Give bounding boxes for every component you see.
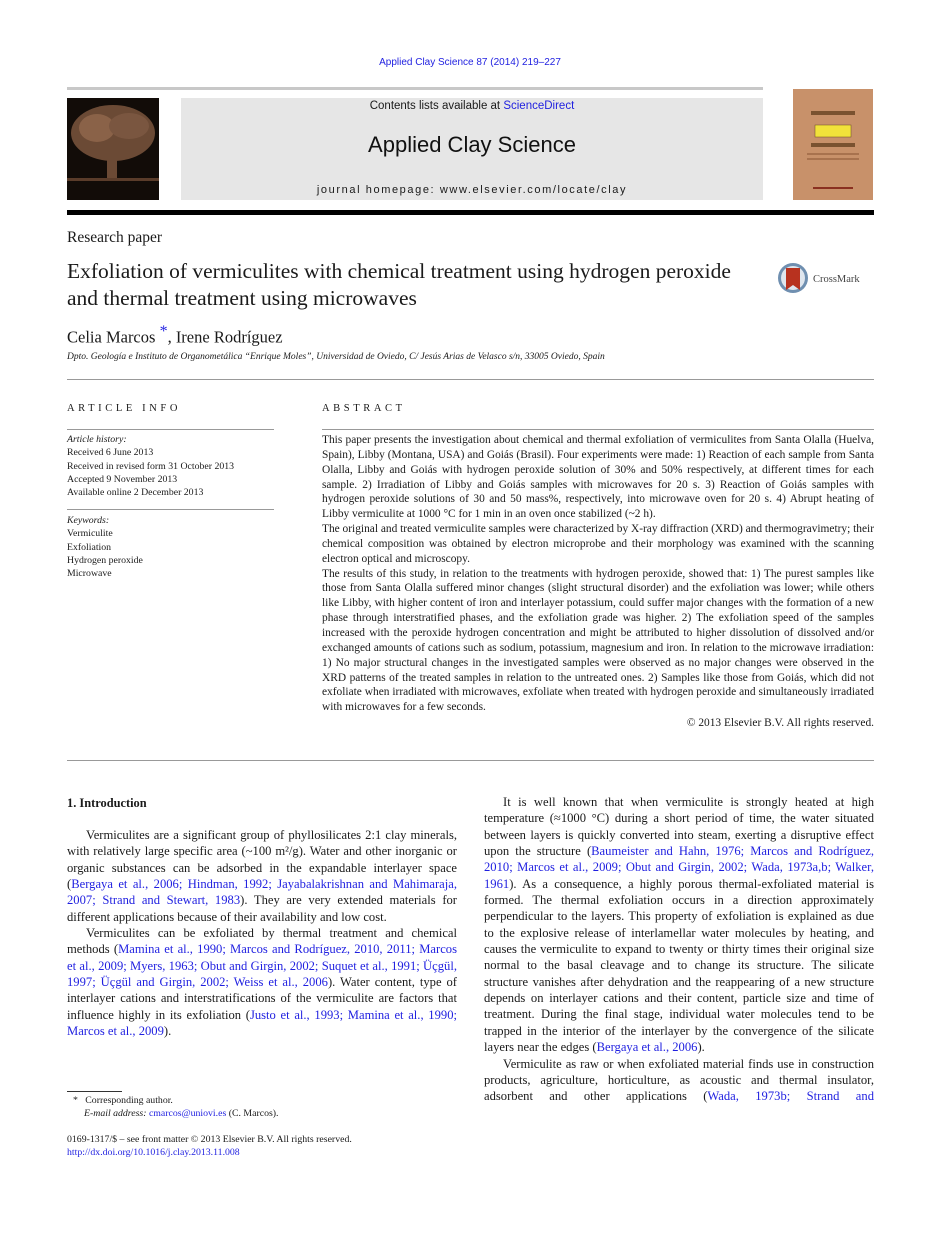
body-paragraph <box>67 925 457 1039</box>
body-paragraph <box>484 1056 874 1105</box>
divider <box>67 509 274 510</box>
email-owner: (C. Marcos). <box>228 1108 279 1120</box>
author-name: Irene Rodríguez <box>175 327 283 347</box>
journal-cover-icon <box>793 89 873 200</box>
abstract-heading: ABSTRACT <box>322 403 406 414</box>
crossmark-icon <box>777 262 809 296</box>
abstract-body <box>322 433 874 731</box>
affiliation: Dpto. Geología e Instituto de Organometálica “Enrique Moles”, Universidad de Oviedo, C/ Jesús Arias de Velasco s/n, 33005 Oviedo, Spain <box>67 352 605 362</box>
footnote-rule <box>67 1091 122 1092</box>
keyword: Exfoliation <box>67 541 112 553</box>
keyword: Vermiculite <box>67 528 113 540</box>
history-item: Available online 2 December 2013 <box>67 487 204 499</box>
keywords <box>67 514 143 580</box>
crossmark-label: CrossMark <box>813 273 860 285</box>
abstract-paragraph: The results of this study, in relation to the treatments with hydrogen peroxide, showed that: 1) The purest samples like those from Santa Olalla suffered minor changes (slight structural disorder) and the exfoliation was lower; while others like Libby, with higher content of iron and interlayer potassium, could suffer major changes with the formation of a new phase through interstratified phases, and the exfoliation grade was higher. 2) The exfoliation speed of the samples increased with the peroxide hydrogen concentration and might be attributed to higher dissolution of dissolved and/or exchanged amounts of cations such as sodium, potassium, magnesium and iron. In relation to the microwave irradiation: 1) No major structural changes in the investigated samples were observed as no major changes were observed in the XRD patterns of the treated samples in relation to the untreated ones. 2) Samples like those from Goiás, which did not exfoliate when irradiated with microwaves, exfoliate when treated with hydrogen peroxide and simultaneously irradiated with microwaves for a few seconds. <box>322 567 874 714</box>
journal-citation-link[interactable] <box>0 57 925 68</box>
history-item: Accepted 9 November 2013 <box>67 473 178 485</box>
history-item: Received 6 June 2013 <box>67 447 154 459</box>
body-paragraph <box>67 827 457 925</box>
citation-link[interactable]: Wada, 1973b; Strand and <box>707 1089 874 1104</box>
elsevier-tree-icon <box>67 98 159 200</box>
citation-link[interactable]: Bergaya et al., 2006 <box>596 1040 698 1055</box>
issn-line: 0169-1317/$ – see front matter © 2013 Elsevier B.V. All rights reserved. <box>67 1134 352 1145</box>
author-name: Celia Marcos <box>67 327 156 347</box>
author-list <box>67 323 283 348</box>
body-text: ). They are very extended materials for different applications because of their availability and low cost. <box>67 893 457 924</box>
crossmark-button[interactable] <box>777 262 860 296</box>
divider <box>67 379 874 380</box>
history-item: Received in revised form 31 October 2013 <box>67 460 235 472</box>
body-text: ). <box>697 1040 705 1055</box>
divider <box>67 429 274 430</box>
doi-link[interactable]: http://dx.doi.org/10.1016/j.clay.2013.11.008 <box>67 1147 240 1159</box>
footnote-text: Corresponding author. <box>85 1095 173 1106</box>
body-text: Vermiculites can be exfoliated by thermal treatment and chemical methods ( <box>67 926 457 957</box>
author-separator: , <box>167 327 176 347</box>
article-info-heading: ARTICLE INFO <box>67 403 182 414</box>
body-paragraph <box>484 794 874 1056</box>
body-text: ). <box>163 1024 172 1039</box>
journal-name: Applied Clay Science <box>368 132 576 157</box>
body-text: Vermiculites are a significant group of phyllosilicates 2:1 clay minerals, with relatively large specific area (~100 m²/g). Water and other inorganic or organic substances can be adsorbed in the expandable interlayer space ( <box>67 828 457 892</box>
body-text: It is well known that when vermiculite is strongly heated at high temperature (≈1000 °C) during a short period of time, the water situated between layers is quickly converted into steam, exerting a disruptive effect upon the structure ( <box>484 795 874 859</box>
citation-link[interactable]: Applied Clay Science 87 (2014) 219–227 <box>379 57 561 68</box>
journal-masthead <box>181 98 763 200</box>
article-type: Research paper <box>67 229 163 246</box>
body-text: Vermiculite as raw or when exfoliated material finds use in construction products, agriculture, horticulture, as acoustic and thermal insulator, adsorbent and other applications ( <box>484 1056 874 1104</box>
section-heading: 1. Introduction <box>67 796 147 810</box>
front-matter <box>67 1133 352 1160</box>
citation-link[interactable]: Justo et al., 1993; Mamina et al., 1990; Marcos et al., 2009 <box>67 1007 457 1039</box>
body-text: ). As a consequence, a highly porous thermal-exfoliated material is formed. The thermal exfoliation occurs in a direction approximately perpendicular to the layers. This property of exfoliation is explained as due to the explosive release of interlamellar water molecules by heating, and causes the vermiculite to expand to twenty or thirty times their original size normal to the basal cleavage and to change its structure. The silicate structure vanishes after dehydration and the reappearing of a new structure depends on interlayer cations and their content, particle size and time of treatment. During the final stage, individual water molecules tend to be trapped in the interior of the interlayer by the convergence of the silicate layers near the edges ( <box>484 876 874 1055</box>
citation-link[interactable]: Bergaya et al., 2006; Hindman, 1992; Jayabalakrishnan and Mahimaraja, 2007; Strand and Stewart, 1983 <box>67 877 457 908</box>
elsevier-logo[interactable] <box>67 98 159 200</box>
citation-link[interactable]: Baumeister and Hahn, 1976; Marcos and Rodríguez, 2010; Marcos et al., 2009; Obut and Girgin, 2002; Wada, 1973a,b; Walker, 1961 <box>484 844 874 891</box>
contents-prefix: Contents lists available at <box>369 100 504 112</box>
footnote <box>73 1094 279 1121</box>
corresponding-author-link[interactable]: * <box>159 323 168 340</box>
keyword: Microwave <box>67 568 112 580</box>
article-history <box>67 433 234 499</box>
header-rule <box>67 210 874 215</box>
citation-link[interactable]: Mamina et al., 1990; Marcos and Rodríguez, 2010, 2011; Marcos et al., 2009; Myers, 1963; Obut and Girgin, 2002; Suquet et al., 1991; Üçgül, 1997; Üçgül and Girgin, 2002; Weiss et al., 2006 <box>67 942 457 990</box>
keyword: Hydrogen peroxide <box>67 554 143 566</box>
abstract-copyright: © 2013 Elsevier B.V. All rights reserved. <box>686 717 874 730</box>
abstract-paragraph: The original and treated vermiculite samples were characterized by X-ray diffraction (XRD) and thermogravimetry; their chemical composition was obtained by electron microprobe and their morphology was examined with the scanning electron optical and microscopy. <box>322 523 875 565</box>
email-link[interactable]: cmarcos@uniovi.es <box>148 1108 227 1120</box>
keywords-label: Keywords: <box>67 515 110 526</box>
divider <box>67 87 763 90</box>
email-label: E-mail address: <box>84 1108 147 1120</box>
article-title: Exfoliation of vermiculites with chemical treatment using hydrogen peroxide and thermal treatment using microwaves <box>67 259 731 310</box>
divider <box>322 429 874 430</box>
sciencedirect-link[interactable]: ScienceDirect <box>503 100 575 112</box>
divider <box>67 760 874 761</box>
abstract-paragraph: This paper presents the investigation about chemical and thermal exfoliation of vermiculites from Santa Olalla (Huelva, Spain), Libby (Montana, USA) and Goiás (Brasil). Four experiments were made: 1) Reaction of each sample from Santa Olalla, Libby and Goiás with hydrogen peroxide solution of 30% and 50% respectively, at different times for each sample. 2) Irradiation of Libby and Goiás samples with microwaves for 20 s. 3) Reaction of Goiás samples with hydrogen peroxide solutions of 30 and 50 mass%, respectively, into microwave oven for 20 s. 4) Abrupt heating of Libby vermiculite at 1000 °C for 1 min in an oven once stabilized (~2 h). <box>322 434 874 521</box>
footnote-mark: * <box>73 1095 78 1106</box>
right-column <box>484 794 874 1105</box>
history-label: Article history: <box>67 434 127 445</box>
contents-line <box>181 100 763 112</box>
body-text: ). Water content, type of interlayer cations and interstratifications of the vermiculite are factors that influence highly in its exfoliation ( <box>67 975 457 1022</box>
left-column <box>67 827 457 1039</box>
journal-homepage[interactable]: journal homepage: www.elsevier.com/locate/clay <box>316 184 628 196</box>
journal-cover-image[interactable] <box>793 89 873 200</box>
